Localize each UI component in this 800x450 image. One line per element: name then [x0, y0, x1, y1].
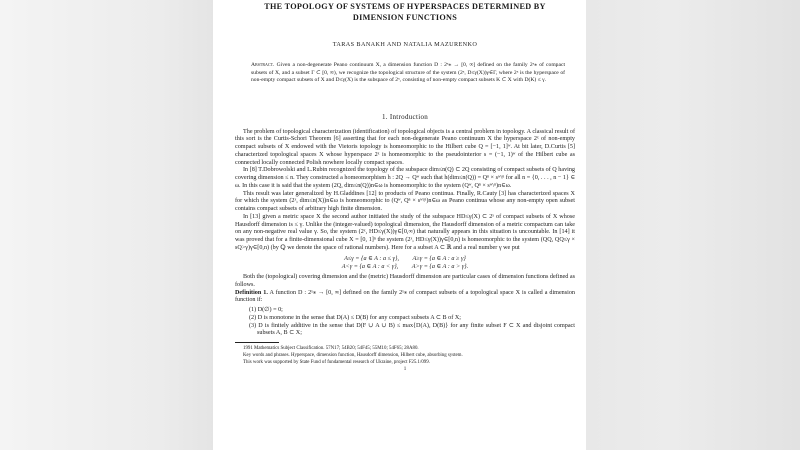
background-right — [586, 0, 800, 450]
definition-item: (2) D is monotone in the sense that D(A) ≤ D(B) for any compact subsets A ⊂ B of X; — [249, 314, 461, 321]
equation: A>γ = {a ∈ A : a > γ}. — [411, 262, 469, 270]
document-page — [213, 0, 586, 450]
definition-text: A function D : 2ˣ⁎ → [0, ∞] defined on the family 2ˣ⁎ of compact subsets of a topological space X is called a dimension function if: — [235, 289, 575, 304]
paper-authors: TARAS BANAKH AND NATALIA MAZURENKO — [332, 41, 478, 48]
definition-list — [249, 307, 575, 338]
page-number: 1 — [403, 367, 407, 373]
equation-row — [235, 263, 575, 271]
paragraph: In [8] T.Dobrowolski and L.Rubin recognized the topology of the subspace dim≤n(Q) ⊂ 2Q consisting of compact subsets of Q having covering dimension ≤ n. They constructed a homeomorphism h : 2Q → Qʷ such that h(dim≤n(Q)) = Qⁿ × sʷ\ⁿ for all n = {0, . . . , n − 1} ∈ ω. In this case it is said that the system (2Q, dim≤n(Q))n∈ω is homeomorphic to the system (Qʷ, Qⁿ × sʷ\ⁿ)n∈ω. — [235, 167, 575, 189]
abstract — [251, 62, 565, 85]
footnote: This work was supported by State Fund of fundamental research of Ukraine, project F25.1/099. — [243, 359, 430, 365]
display-equations — [235, 255, 575, 272]
definition-label: Definition 1. — [235, 289, 268, 296]
paragraph: The problem of topological characterization (identification) of topological objects is a central problem in topology. A classical result of this sort is the Curtis-Schori Theorem [6] asserting that for each non-degenerate Peano continuum X the hyperspace 2ˣ of non-empty compact subsets of X endowed with the Vietoris topology is homeomorphic to the Hilbert cube Q = [−1, 1]ʷ. At bit later, D.Curtis [5] characterized topological spaces X whose hyperspace 2ˣ is homeomorphic to the pseudointerior s = (−1, 1)ʷ of the Hilbert cube as connected locally connected Polish nowhere locally compact spaces. — [235, 128, 575, 166]
footnote: 1991 Mathematics Subject Classification. 57N17; 54B20; 54F45; 55M10; 54F65; 28A80. — [243, 346, 419, 352]
equation-row — [235, 255, 575, 263]
abstract-label: Abstract. — [251, 62, 275, 68]
footnotes — [235, 346, 575, 366]
title-line-1: THE TOPOLOGY OF SYSTEMS OF HYPERSPACES DETERMINED BY — [264, 2, 546, 11]
equation: A≤γ = {a ∈ A : a ≤ γ}, — [344, 254, 399, 262]
paragraph: Both the (topological) covering dimension and the (metric) Hausdorff dimension are particular cases of dimension functions defined as follows. — [235, 274, 575, 288]
abstract-text: Given a non-degenerate Peano continuum X, a dimension function D : 2ˣ⁎ → [0, ∞] defined on the family 2ˣ⁎ of compact subsets of X, and a subset Γ ⊂ [0, ∞), we recognize the topological structure of the system (2ˣ, D≤γ(X))γ∈Γ, where 2ˣ is the hyperspace of non-empty compact subsets of X and D≤γ(X) is the subspace of 2ˣ, consisting of non-empty compact subsets K ⊂ X with D(K) ≤ γ. — [251, 62, 566, 83]
definition-item: (3) D is finitely additive in the sense that D(F ∪ A ∪ B) ≤ max{D(A), D(B)} for any finite subset F ⊂ X and disjoint compact subsets A, B ⊂ X; — [249, 322, 575, 337]
body-text — [235, 129, 575, 339]
footnote: Key words and phrases. Hyperspace, dimension function, Hausdorff dimension, Hilbert cube, absorbing system. — [243, 352, 463, 358]
paragraph: In [13] given a metric space X the second author initiated the study of the subspace HD≤γ(X) ⊂ 2ˣ of compact subsets of X whose Hausdorff dimension is ≤ γ. Unlike the (integer-valued) topological dimension, the Hausdorff dimension of a metric compactum can take on any non-negative real value γ. So, the system (2ˣ, HD≤γ(X))γ∈[0,∞) that naturally appears in this situation is uncountable. In [14] it was proved that for a finite-dimensional cube X = [0, 1]ⁿ the system (2ˣ, HD≤γ(X))γ∈[0,n) is homeomorphic to the system (QQ, QQ≤γ × sQ>γ)γ∈[0,n) (by ℚ we denote the space of rational numbers). Here for a subset A ⊂ ℝ and a real number γ we put — [235, 213, 575, 251]
section-heading: 1. Introduction — [381, 112, 429, 121]
equation: A≥γ = {a ∈ A : a ≥ γ} — [412, 254, 466, 262]
equation: A<γ = {a ∈ A : a < γ}, — [341, 262, 399, 270]
definition — [235, 290, 575, 306]
footnote-divider — [235, 342, 279, 343]
definition-item: (1) D(∅) = 0; — [249, 307, 283, 314]
paper-title — [235, 1, 575, 23]
page-content — [235, 0, 575, 372]
title-line-2: DIMENSION FUNCTIONS — [352, 13, 458, 22]
paragraph: This result was later generalized by H.Gladdines [12] to products of Peano continua. Finally, R.Cauty [3] has characterized spaces X for which the system (2ˣ, dim≤n(X))n∈ω is homeomorphic to (Qʷ, Qⁿ × sʷ\ⁿ)n∈ω as Peano continua whose any non-empty open subset contains compact subsets of arbitrary high finite dimension. — [235, 190, 575, 212]
